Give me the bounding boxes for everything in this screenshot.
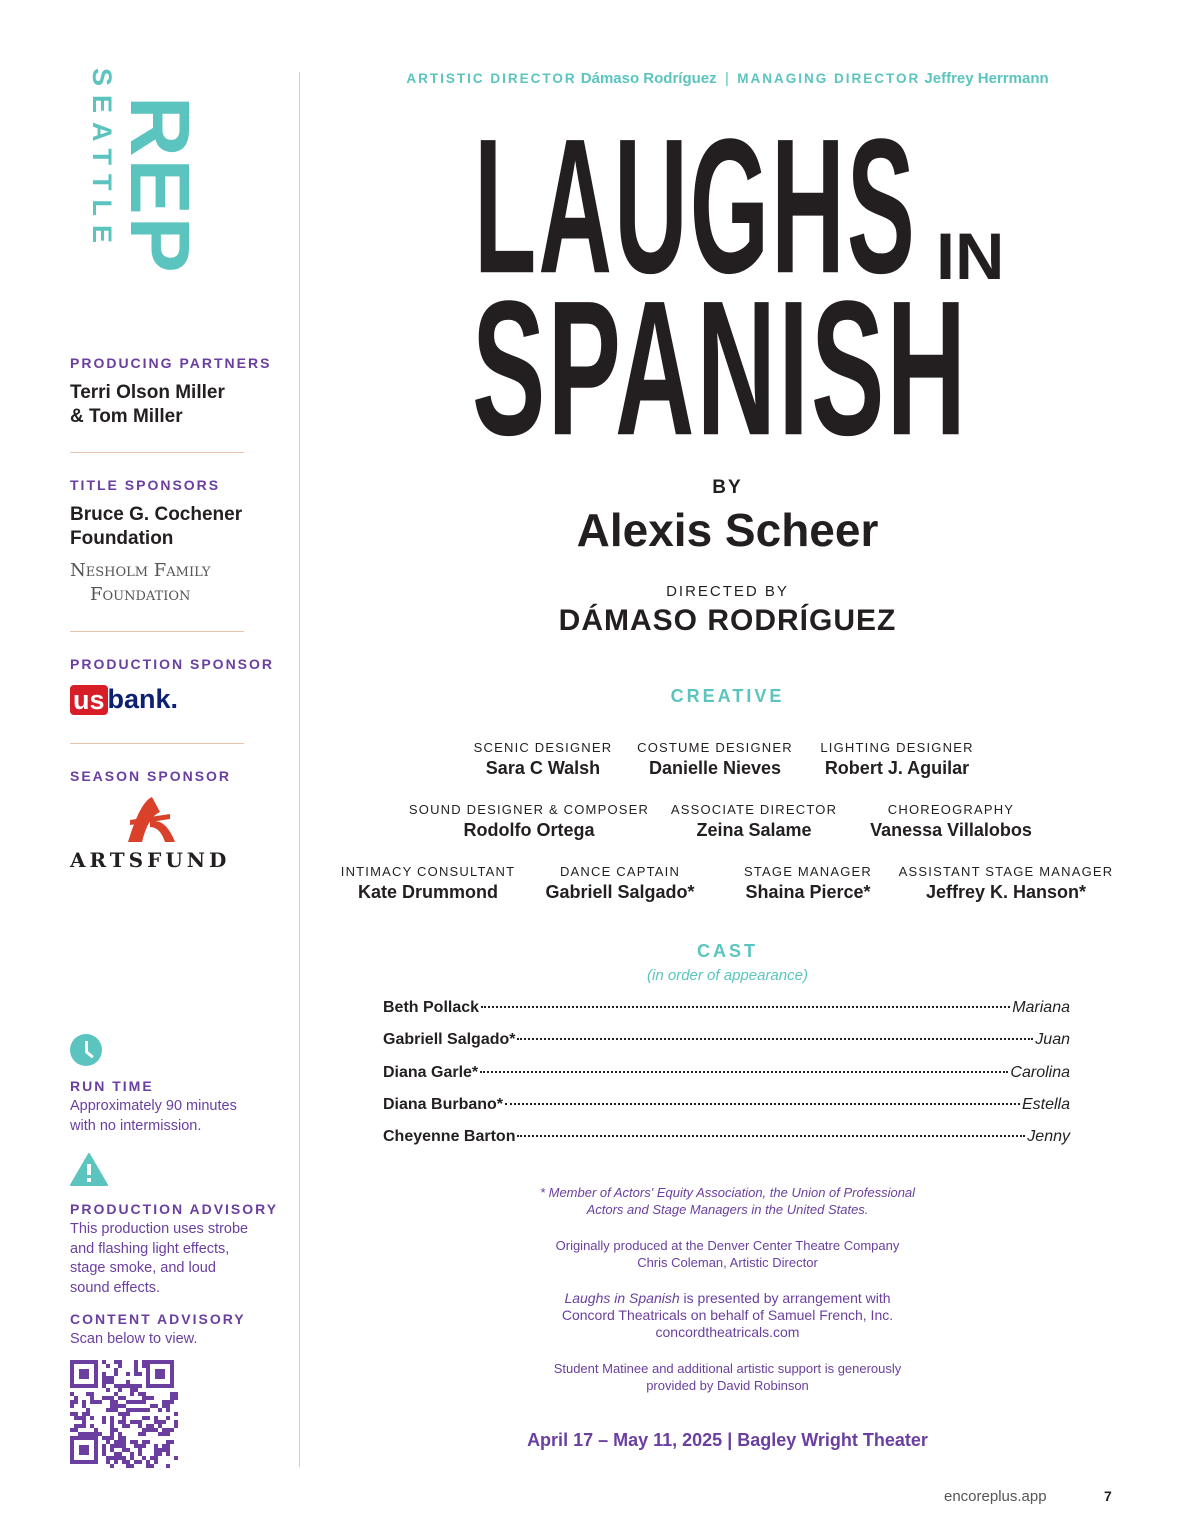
actor-name: Gabriell Salgado* <box>383 1031 516 1049</box>
creative-credit <box>671 802 837 841</box>
origin-note <box>300 1237 1155 1271</box>
actor-name: Diana Burbano* <box>383 1095 504 1113</box>
cast-subheading: (in order of appearance) <box>647 967 808 984</box>
ad-label: ARTISTIC DIRECTOR <box>406 71 577 86</box>
credit-role: DANCE CAPTAIN <box>559 864 681 879</box>
footer-site[interactable]: encoreplus.app <box>944 1488 1047 1505</box>
warning-icon <box>70 1152 108 1186</box>
dot-leader <box>480 1071 1008 1073</box>
credit-name: Robert J. Aguilar <box>824 758 970 778</box>
creative-credit <box>341 864 515 903</box>
character-name: Juan <box>1035 1031 1070 1049</box>
artsfund-icon <box>120 792 180 847</box>
divider <box>70 743 244 744</box>
nesholm-logo-line: Nesholm Family <box>70 560 211 581</box>
credit-name: Shaina Pierce* <box>745 882 871 902</box>
credit-role: SOUND DESIGNER & COMPOSER <box>408 802 650 817</box>
logo-seattle: SEATTLE <box>87 68 117 252</box>
note-line: provided by David Robinson <box>646 1378 809 1393</box>
cast-row <box>383 999 1070 1017</box>
cast-heading: CAST <box>697 941 758 961</box>
creative-credit <box>870 802 1032 841</box>
advisory-text: sound effects. <box>70 1279 161 1296</box>
cast-row <box>383 1031 1070 1049</box>
note-line: Actors and Stage Managers in the United States. <box>586 1202 869 1217</box>
section-label: RUN TIME <box>70 1078 154 1094</box>
actor-name: Beth Pollack <box>383 999 480 1016</box>
author-name: Alexis Scheer <box>576 504 879 556</box>
creative-credit <box>637 740 793 779</box>
nesholm-logo <box>70 559 295 607</box>
section-label: CONTENT ADVISORY <box>70 1311 246 1327</box>
title-in: IN <box>936 220 1005 294</box>
credit-role: COSTUME DESIGNER <box>637 740 793 755</box>
note-line: Concord Theatricals on behalf of Samuel French, Inc. <box>561 1307 894 1323</box>
creative-credit <box>820 740 973 779</box>
run-dates: April 17 – May 11, 2025 | Bagley Wright Theater <box>527 1430 928 1450</box>
clock-icon <box>70 1034 102 1066</box>
equity-note <box>300 1184 1155 1218</box>
dot-leader <box>481 1006 1010 1008</box>
title-sponsors <box>70 477 295 607</box>
run-time-text: with no intermission. <box>70 1117 202 1134</box>
creative-credit <box>744 864 872 903</box>
sponsor-name: Foundation <box>70 528 174 549</box>
dot-leader <box>517 1135 1025 1137</box>
credit-role: ASSISTANT STAGE MANAGER <box>898 864 1114 879</box>
creative-credit <box>409 802 649 841</box>
production-advisory <box>70 1152 295 1298</box>
credit-name: Rodolfo Ortega <box>463 820 595 840</box>
by-label: BY <box>712 477 743 498</box>
creative-heading: CREATIVE <box>670 686 785 706</box>
note-line: Chris Coleman, Artistic Director <box>637 1255 818 1270</box>
note-line: Originally produced at the Denver Center Theatre Company <box>555 1238 900 1253</box>
cast-row <box>383 1064 1070 1082</box>
credit-name: Danielle Nieves <box>648 758 782 778</box>
section-label: PRODUCTION SPONSOR <box>70 656 275 672</box>
header-credits <box>300 70 1155 87</box>
character-name: Estella <box>1021 1095 1070 1113</box>
production-sponsor <box>70 656 295 715</box>
credit-role: ASSOCIATE DIRECTOR <box>670 802 838 817</box>
credit-name: Gabriell Salgado* <box>545 882 695 902</box>
credit-name: Sara C Walsh <box>485 758 601 778</box>
advisory-text: stage smoke, and loud <box>70 1260 216 1276</box>
credit-role: STAGE MANAGER <box>743 864 873 879</box>
partner-name: & Tom Miller <box>70 406 183 427</box>
ad-name: Dámaso Rodríguez <box>580 70 717 87</box>
dot-leader <box>505 1103 1020 1105</box>
director-name: DÁMASO RODRÍGUEZ <box>558 604 897 637</box>
md-label: MANAGING DIRECTOR <box>737 71 921 86</box>
creative-credit <box>474 740 613 779</box>
section-label: TITLE SPONSORS <box>70 477 221 493</box>
nesholm-logo-line: Foundation <box>90 584 191 605</box>
run-time <box>70 1034 295 1136</box>
title-line1: LAUGHS <box>474 99 917 314</box>
title-line2: SPANISH <box>472 261 969 476</box>
usbank-logo-bank: bank. <box>107 684 179 714</box>
character-name: Carolina <box>1010 1063 1070 1081</box>
actor-name: Diana Garle* <box>383 1063 479 1081</box>
divider <box>70 631 244 632</box>
character-name: Mariana <box>1012 999 1070 1016</box>
cast-row <box>383 1128 1070 1146</box>
credit-name: Vanessa Villalobos <box>870 820 1032 840</box>
credit-name: Zeina Salame <box>696 820 812 840</box>
credit-role: CHOREOGRAPHY <box>887 802 1015 817</box>
producing-partners <box>70 355 295 429</box>
creative-credit <box>545 864 694 903</box>
sponsor-name: Bruce G. Cochener <box>70 504 243 525</box>
concord-link[interactable]: concordtheatricals.com <box>655 1324 800 1340</box>
arrangement-note <box>300 1290 1155 1341</box>
advisory-text: and flashing light effects, <box>70 1240 230 1257</box>
note-line: Student Matinee and additional artistic support is generously <box>553 1361 902 1376</box>
credit-role: INTIMACY CONSULTANT <box>340 864 516 879</box>
advisory-text: This production uses strobe <box>70 1221 249 1237</box>
separator: | <box>724 70 729 87</box>
dot-leader <box>517 1038 1033 1040</box>
cast-row <box>383 1096 1070 1114</box>
qr-code[interactable] <box>70 1360 178 1468</box>
play-title: Laughs in Spanish <box>564 1290 680 1306</box>
directed-by-label: DIRECTED BY <box>666 583 789 600</box>
artsfund-logo: ARTSFUND <box>70 848 231 872</box>
section-label: SEASON SPONSOR <box>70 768 232 784</box>
note-line: is presented by arrangement with <box>679 1290 891 1306</box>
credit-role: SCENIC DESIGNER <box>473 740 613 755</box>
md-name: Jeffrey Herrmann <box>924 70 1049 87</box>
credit-role: LIGHTING DESIGNER <box>820 740 974 755</box>
run-time-text: Approximately 90 minutes <box>70 1098 237 1114</box>
divider <box>70 452 244 453</box>
logo-rep: REP <box>113 96 207 275</box>
note-line: * Member of Actors' Equity Association, the Union of Professional <box>539 1185 916 1200</box>
page-number: 7 <box>1104 1488 1112 1504</box>
usbank-logo <box>70 684 295 715</box>
content-advisory <box>70 1311 295 1473</box>
section-label: PRODUCING PARTNERS <box>70 355 272 371</box>
actor-name: Cheyenne Barton <box>383 1128 516 1146</box>
credit-name: Kate Drummond <box>357 882 499 902</box>
character-name: Jenny <box>1027 1128 1070 1146</box>
section-label: PRODUCTION ADVISORY <box>70 1201 279 1217</box>
creative-credit <box>899 864 1114 903</box>
advisory-text: Scan below to view. <box>70 1331 198 1347</box>
support-note <box>300 1360 1155 1394</box>
credit-name: Jeffrey K. Hanson* <box>925 882 1087 902</box>
usbank-logo-us: us <box>70 685 108 715</box>
season-sponsor <box>70 768 295 872</box>
partner-name: Terri Olson Miller <box>70 382 225 403</box>
